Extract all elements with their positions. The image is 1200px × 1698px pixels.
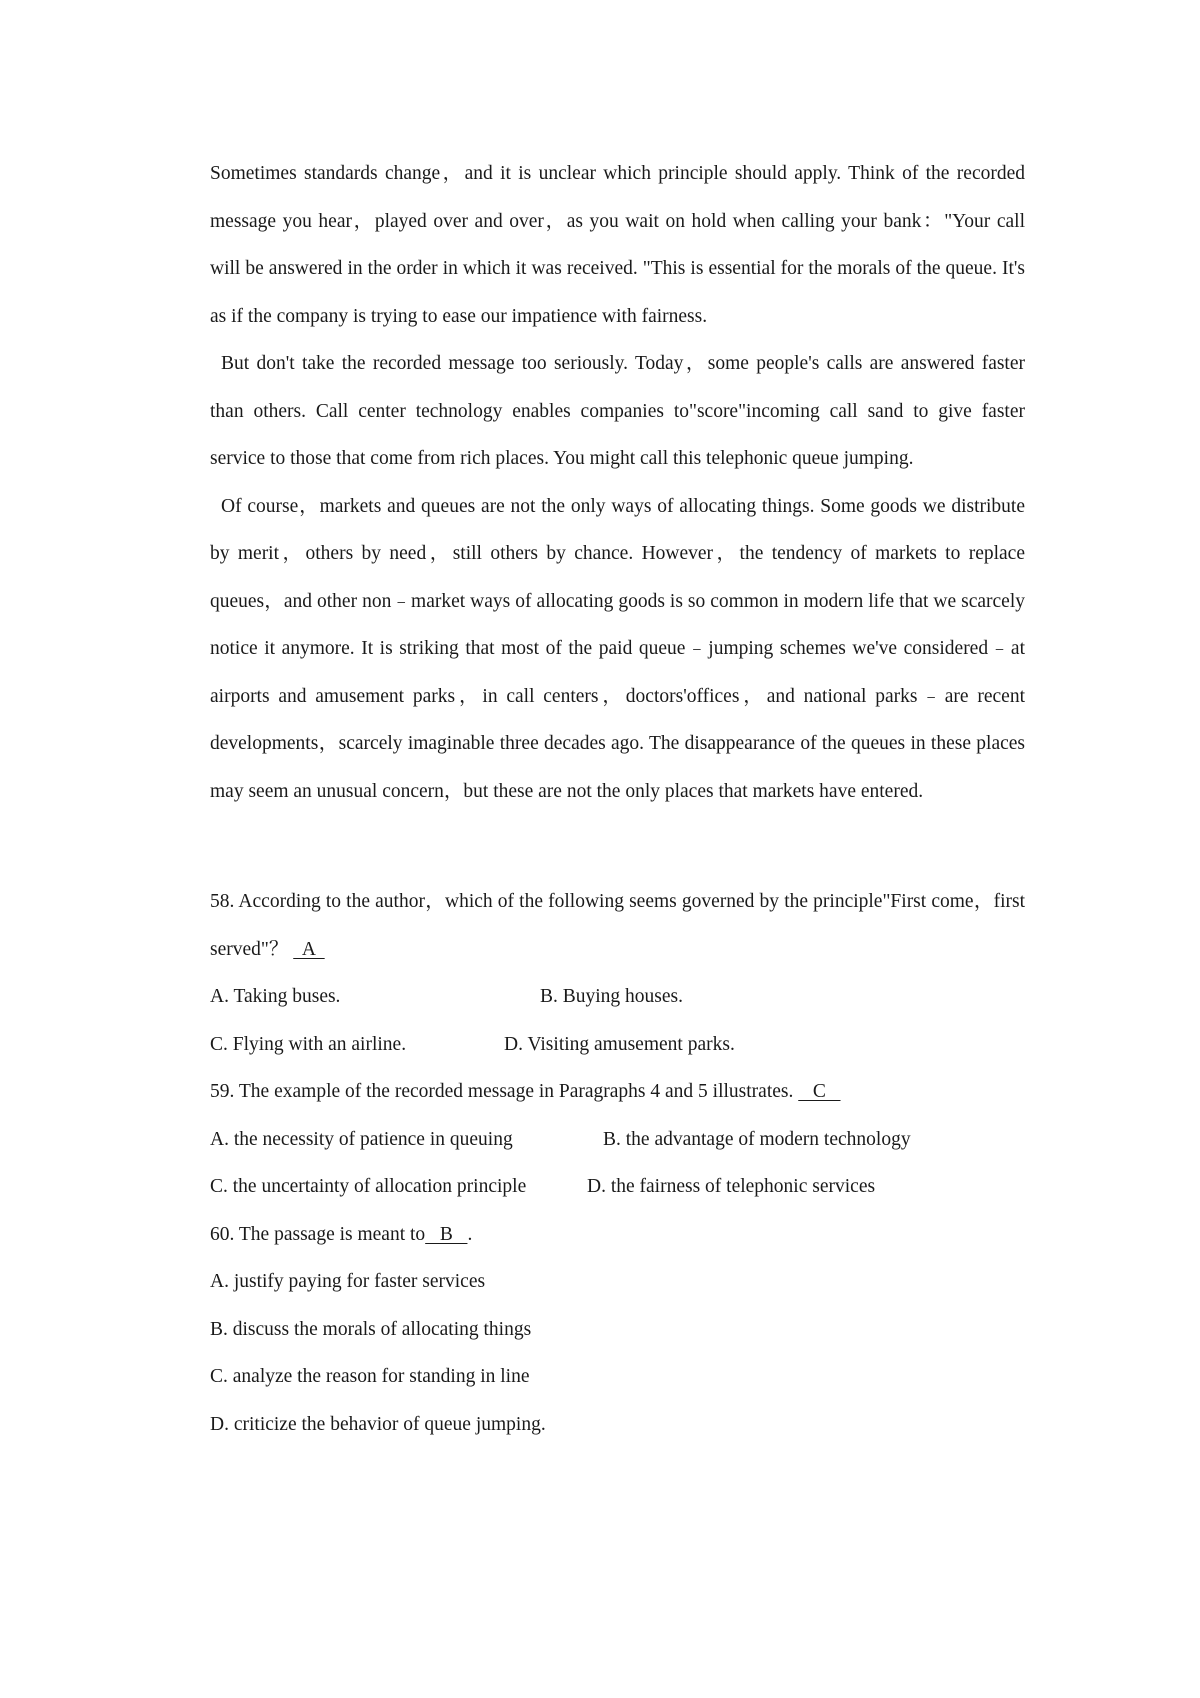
question-59-answer: C	[798, 1081, 841, 1102]
passage-paragraph-2: But don't take the recorded message too seriously. Today，some people's calls are answered faster than others. Call center technology enables companies to"score"incoming call sand to give faster service to those that come from rich places. You might call this telephonic queue jumping.	[210, 353, 1025, 469]
question-59-options-row-2	[210, 1163, 1025, 1211]
question-58-stem: 58. According to the author，which of the following seems governed by the principle"First come，first served"？	[210, 891, 1025, 960]
question-60-answer: B	[425, 1223, 468, 1245]
question-59-options-row-1	[210, 1116, 1025, 1164]
question-59-option-d: D. the fairness of telephonic services	[587, 1176, 876, 1197]
question-58-option-d: D. Visiting amusement parks.	[504, 1033, 735, 1055]
question-59-option-a: A. the necessity of patience in queuing	[210, 1128, 513, 1150]
question-59	[210, 1068, 1025, 1116]
question-58-options-row-1	[210, 973, 1025, 1021]
question-60-option-b: B. discuss the morals of allocating things	[210, 1318, 532, 1340]
question-58-answer: A	[293, 938, 325, 960]
question-60	[210, 1211, 1025, 1259]
question-59-stem: 59. The example of the recorded message in Paragraphs 4 and 5 illustrates.	[210, 1081, 794, 1102]
passage-paragraph-1: Sometimes standards change，and it is unclear which principle should apply. Think of the recorded message you hear，played over and over，as you wait on hold when calling your bank："Your call will be answered in the order in which it was received. "This is essential for the morals of the queue. It's as if the company is trying to ease our impatience with fairness.	[210, 163, 1025, 327]
question-60-stem: 60. The passage is meant to	[210, 1223, 426, 1245]
passage-paragraph-3: Of course，markets and queues are not the only ways of allocating things. Some goods we distribute by merit，others by need，still others by chance. However，the tendency of markets to replace queues，and other non﹣market ways of allocating goods is so common in modern life that we scarcely notice it anymore. It is striking that most of the paid queue﹣jumping schemes we've considered﹣at airports and amusement parks，in call centers，doctors'offices，and national parks﹣are recent developments，scarcely imaginable three decades ago. The disappearance of the queues in these places may seem an unusual concern，but these are not the only places that markets have entered.	[210, 495, 1025, 802]
question-60-option-c: C. analyze the reason for standing in line	[210, 1366, 530, 1387]
question-60-option-a: A. justify paying for faster services	[210, 1271, 486, 1292]
question-60-option-d: D. criticize the behavior of queue jumping.	[210, 1413, 546, 1435]
question-59-option-c: C. the uncertainty of allocation principle	[210, 1176, 527, 1197]
section-gap	[210, 815, 1025, 878]
question-58	[210, 878, 1025, 973]
question-58-options-row-2	[210, 1021, 1025, 1069]
question-58-option-b: B. Buying houses.	[540, 986, 684, 1007]
question-58-option-c: C. Flying with an airline.	[210, 1033, 407, 1055]
question-60-stem-end: .	[467, 1223, 473, 1245]
question-59-option-b: B. the advantage of modern technology	[603, 1128, 911, 1150]
question-58-option-a: A. Taking buses.	[210, 986, 341, 1007]
document-page	[210, 150, 1025, 1448]
